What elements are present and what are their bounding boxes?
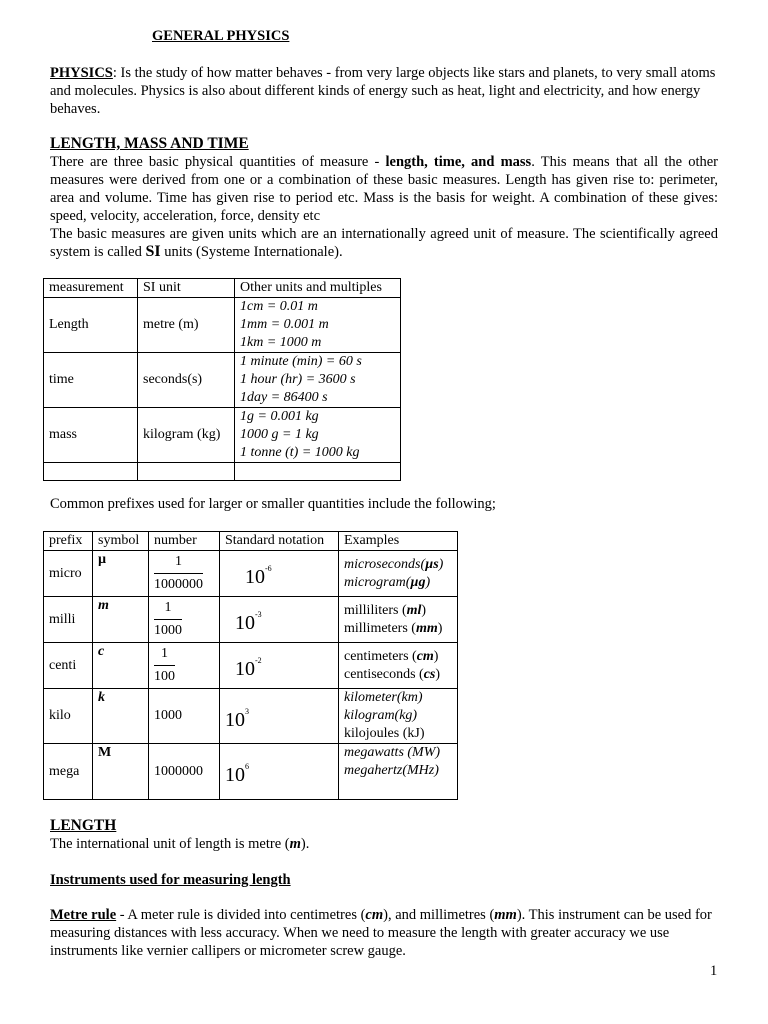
physics-definition xyxy=(50,64,718,118)
power-base: 10 xyxy=(225,764,245,786)
power-base: 10 xyxy=(225,708,245,731)
length-text: The international unit of length is metre (m). xyxy=(50,836,310,852)
power-base: 10 xyxy=(235,612,255,634)
prefix-header-examples: Examples xyxy=(339,532,458,551)
prefix-table xyxy=(43,531,458,800)
prefix-notation xyxy=(220,597,339,643)
prefix-notation xyxy=(220,643,339,689)
fraction-denominator: 100 xyxy=(154,669,175,684)
prefix-example: kilogram(kg) xyxy=(344,708,418,723)
empty-cell xyxy=(138,463,235,481)
prefix-example: kilojoules (kJ) xyxy=(344,726,425,741)
units-others xyxy=(235,353,401,408)
prefix-number: 1000000 xyxy=(149,744,220,800)
lmt-heading: LENGTH, MASS AND TIME xyxy=(50,135,249,152)
prefix-number xyxy=(149,643,220,689)
prefix-header-prefix: prefix xyxy=(44,532,93,551)
fraction-numerator: 1 xyxy=(154,645,175,666)
lmt-p1-text-a: There are three basic physical quantities of measure - xyxy=(50,154,386,170)
prefix-symbol: m xyxy=(93,597,149,643)
power-exponent: -2 xyxy=(255,656,262,665)
units-other-line: 1 hour (hr) = 3600 s xyxy=(240,372,356,387)
table-row xyxy=(44,744,458,800)
prefix-example: milliliters (ml) xyxy=(344,602,427,618)
lmt-paragraph-2 xyxy=(50,225,718,261)
page-title: GENERAL PHYSICS xyxy=(152,28,290,44)
lmt-paragraph-1 xyxy=(50,153,718,225)
power-of-ten xyxy=(235,658,262,680)
units-other-line: 1km = 1000 m xyxy=(240,335,322,350)
prefix-name: mega xyxy=(44,744,93,800)
units-measurement: Length xyxy=(44,298,138,353)
prefix-examples xyxy=(339,643,458,689)
units-header-others: Other units and multiples xyxy=(235,279,401,298)
units-si: seconds(s) xyxy=(138,353,235,408)
units-other-line: 1mm = 0.001 m xyxy=(240,317,329,332)
units-others xyxy=(235,298,401,353)
fraction-denominator: 1000000 xyxy=(154,577,203,592)
units-si: metre (m) xyxy=(138,298,235,353)
prefix-name: milli xyxy=(44,597,93,643)
physics-term: PHYSICS xyxy=(50,65,113,81)
prefix-symbol: k xyxy=(93,689,149,744)
prefix-header-notation: Standard notation xyxy=(220,532,339,551)
units-other-line: 1day = 86400 s xyxy=(240,390,328,405)
units-other-line: 1cm = 0.01 m xyxy=(240,299,318,314)
prefix-fraction xyxy=(154,599,182,640)
power-of-ten xyxy=(235,612,262,634)
table-row xyxy=(44,597,458,643)
power-exponent: 6 xyxy=(245,762,249,771)
prefix-fraction xyxy=(154,553,203,594)
prefix-example: microseconds(µs) xyxy=(344,556,444,572)
units-other-line: 1g = 0.001 kg xyxy=(240,409,319,424)
units-other-line: 1000 g = 1 kg xyxy=(240,427,319,442)
lmt-p1-bold: length, time, and mass xyxy=(385,154,532,170)
prefix-number xyxy=(149,597,220,643)
empty-cell xyxy=(235,463,401,481)
empty-cell xyxy=(44,463,138,481)
fraction-numerator: 1 xyxy=(154,599,182,620)
prefix-example: centimeters (cm) xyxy=(344,648,439,664)
prefix-example: megawatts (MW) xyxy=(344,745,441,760)
prefix-intro: Common prefixes used for larger or smaller quantities include the following; xyxy=(50,496,496,512)
fraction-denominator: 1000 xyxy=(154,623,182,638)
power-of-ten xyxy=(225,764,249,786)
physics-text: : Is the study of how matter behaves - from very large objects like stars and planets, to very small atoms and molecules. Physics is also about different kinds of energy such as heat, light and electricity, and how energy behaves. xyxy=(50,65,716,117)
length-heading: LENGTH xyxy=(50,817,117,834)
prefix-symbol: M xyxy=(93,744,149,800)
prefix-examples xyxy=(339,744,458,800)
power-exponent: -3 xyxy=(255,610,262,619)
prefix-examples xyxy=(339,689,458,744)
power-exponent: -6 xyxy=(265,564,272,573)
prefix-header-number: number xyxy=(149,532,220,551)
units-si: kilogram (kg) xyxy=(138,408,235,463)
power-of-ten xyxy=(245,566,272,588)
power-of-ten xyxy=(225,706,249,731)
units-header-si: SI unit xyxy=(138,279,235,298)
instruments-heading: Instruments used for measuring length xyxy=(50,872,291,888)
prefix-example: kilometer(km) xyxy=(344,690,423,705)
prefix-notation xyxy=(220,551,339,597)
lmt-p2-text-a: The basic measures are given units which are an internationally agreed unit of measure. The scientifically agreed system is called xyxy=(50,226,718,260)
prefix-symbol: c xyxy=(93,643,149,689)
units-measurement: time xyxy=(44,353,138,408)
prefix-example: microgram(µg) xyxy=(344,574,431,590)
units-header-measurement: measurement xyxy=(44,279,138,298)
power-base: 10 xyxy=(235,658,255,680)
prefix-examples xyxy=(339,597,458,643)
units-others xyxy=(235,408,401,463)
prefix-example: millimeters (mm) xyxy=(344,620,443,636)
table-row xyxy=(44,551,458,597)
units-measurement: mass xyxy=(44,408,138,463)
lmt-p1-text-b: . This means that all the other measures were derived from one or a combination of these basic measures. Length has given rise to: perimeter, area and volume. Time has given rise to period etc. Mass is the basis for weight. A combination of these gives: speed, velocity, acceleration, force, density etc xyxy=(50,154,718,224)
table-row xyxy=(44,353,401,408)
table-row xyxy=(44,408,401,463)
prefix-number xyxy=(149,551,220,597)
lmt-p2-text-b: units (Systeme Internationale). xyxy=(160,244,343,260)
prefix-notation xyxy=(220,689,339,744)
lmt-p2-bold: SI xyxy=(145,243,161,260)
units-table xyxy=(43,278,401,481)
metre-rule-term: Metre rule xyxy=(50,907,117,923)
prefix-symbol: µ xyxy=(93,551,149,597)
units-other-line: 1 minute (min) = 60 s xyxy=(240,354,362,369)
power-base: 10 xyxy=(245,566,265,588)
prefix-header-symbol: symbol xyxy=(93,532,149,551)
prefix-fraction xyxy=(154,645,175,686)
fraction-numerator: 1 xyxy=(154,553,203,574)
prefix-examples xyxy=(339,551,458,597)
power-exponent: 3 xyxy=(245,706,249,716)
prefix-name: centi xyxy=(44,643,93,689)
units-other-line: 1 tonne (t) = 1000 kg xyxy=(240,445,360,460)
prefix-number: 1000 xyxy=(149,689,220,744)
table-row xyxy=(44,643,458,689)
table-row-empty xyxy=(44,463,401,481)
page-number: 1 xyxy=(710,963,718,979)
table-row xyxy=(44,689,458,744)
metre-rule-paragraph: Metre rule - A meter rule is divided into centimetres (cm), and millimetres (mm). This instrument can be used for measuring distances with less accuracy. When we need to measure the length with greater accuracy we use instruments like vernier callipers or micrometer screw gauge. xyxy=(50,907,712,959)
prefix-name: kilo xyxy=(44,689,93,744)
prefix-notation xyxy=(220,744,339,800)
prefix-example: megahertz(MHz) xyxy=(344,763,439,778)
prefix-name: micro xyxy=(44,551,93,597)
table-row xyxy=(44,298,401,353)
prefix-example: centiseconds (cs) xyxy=(344,666,441,682)
